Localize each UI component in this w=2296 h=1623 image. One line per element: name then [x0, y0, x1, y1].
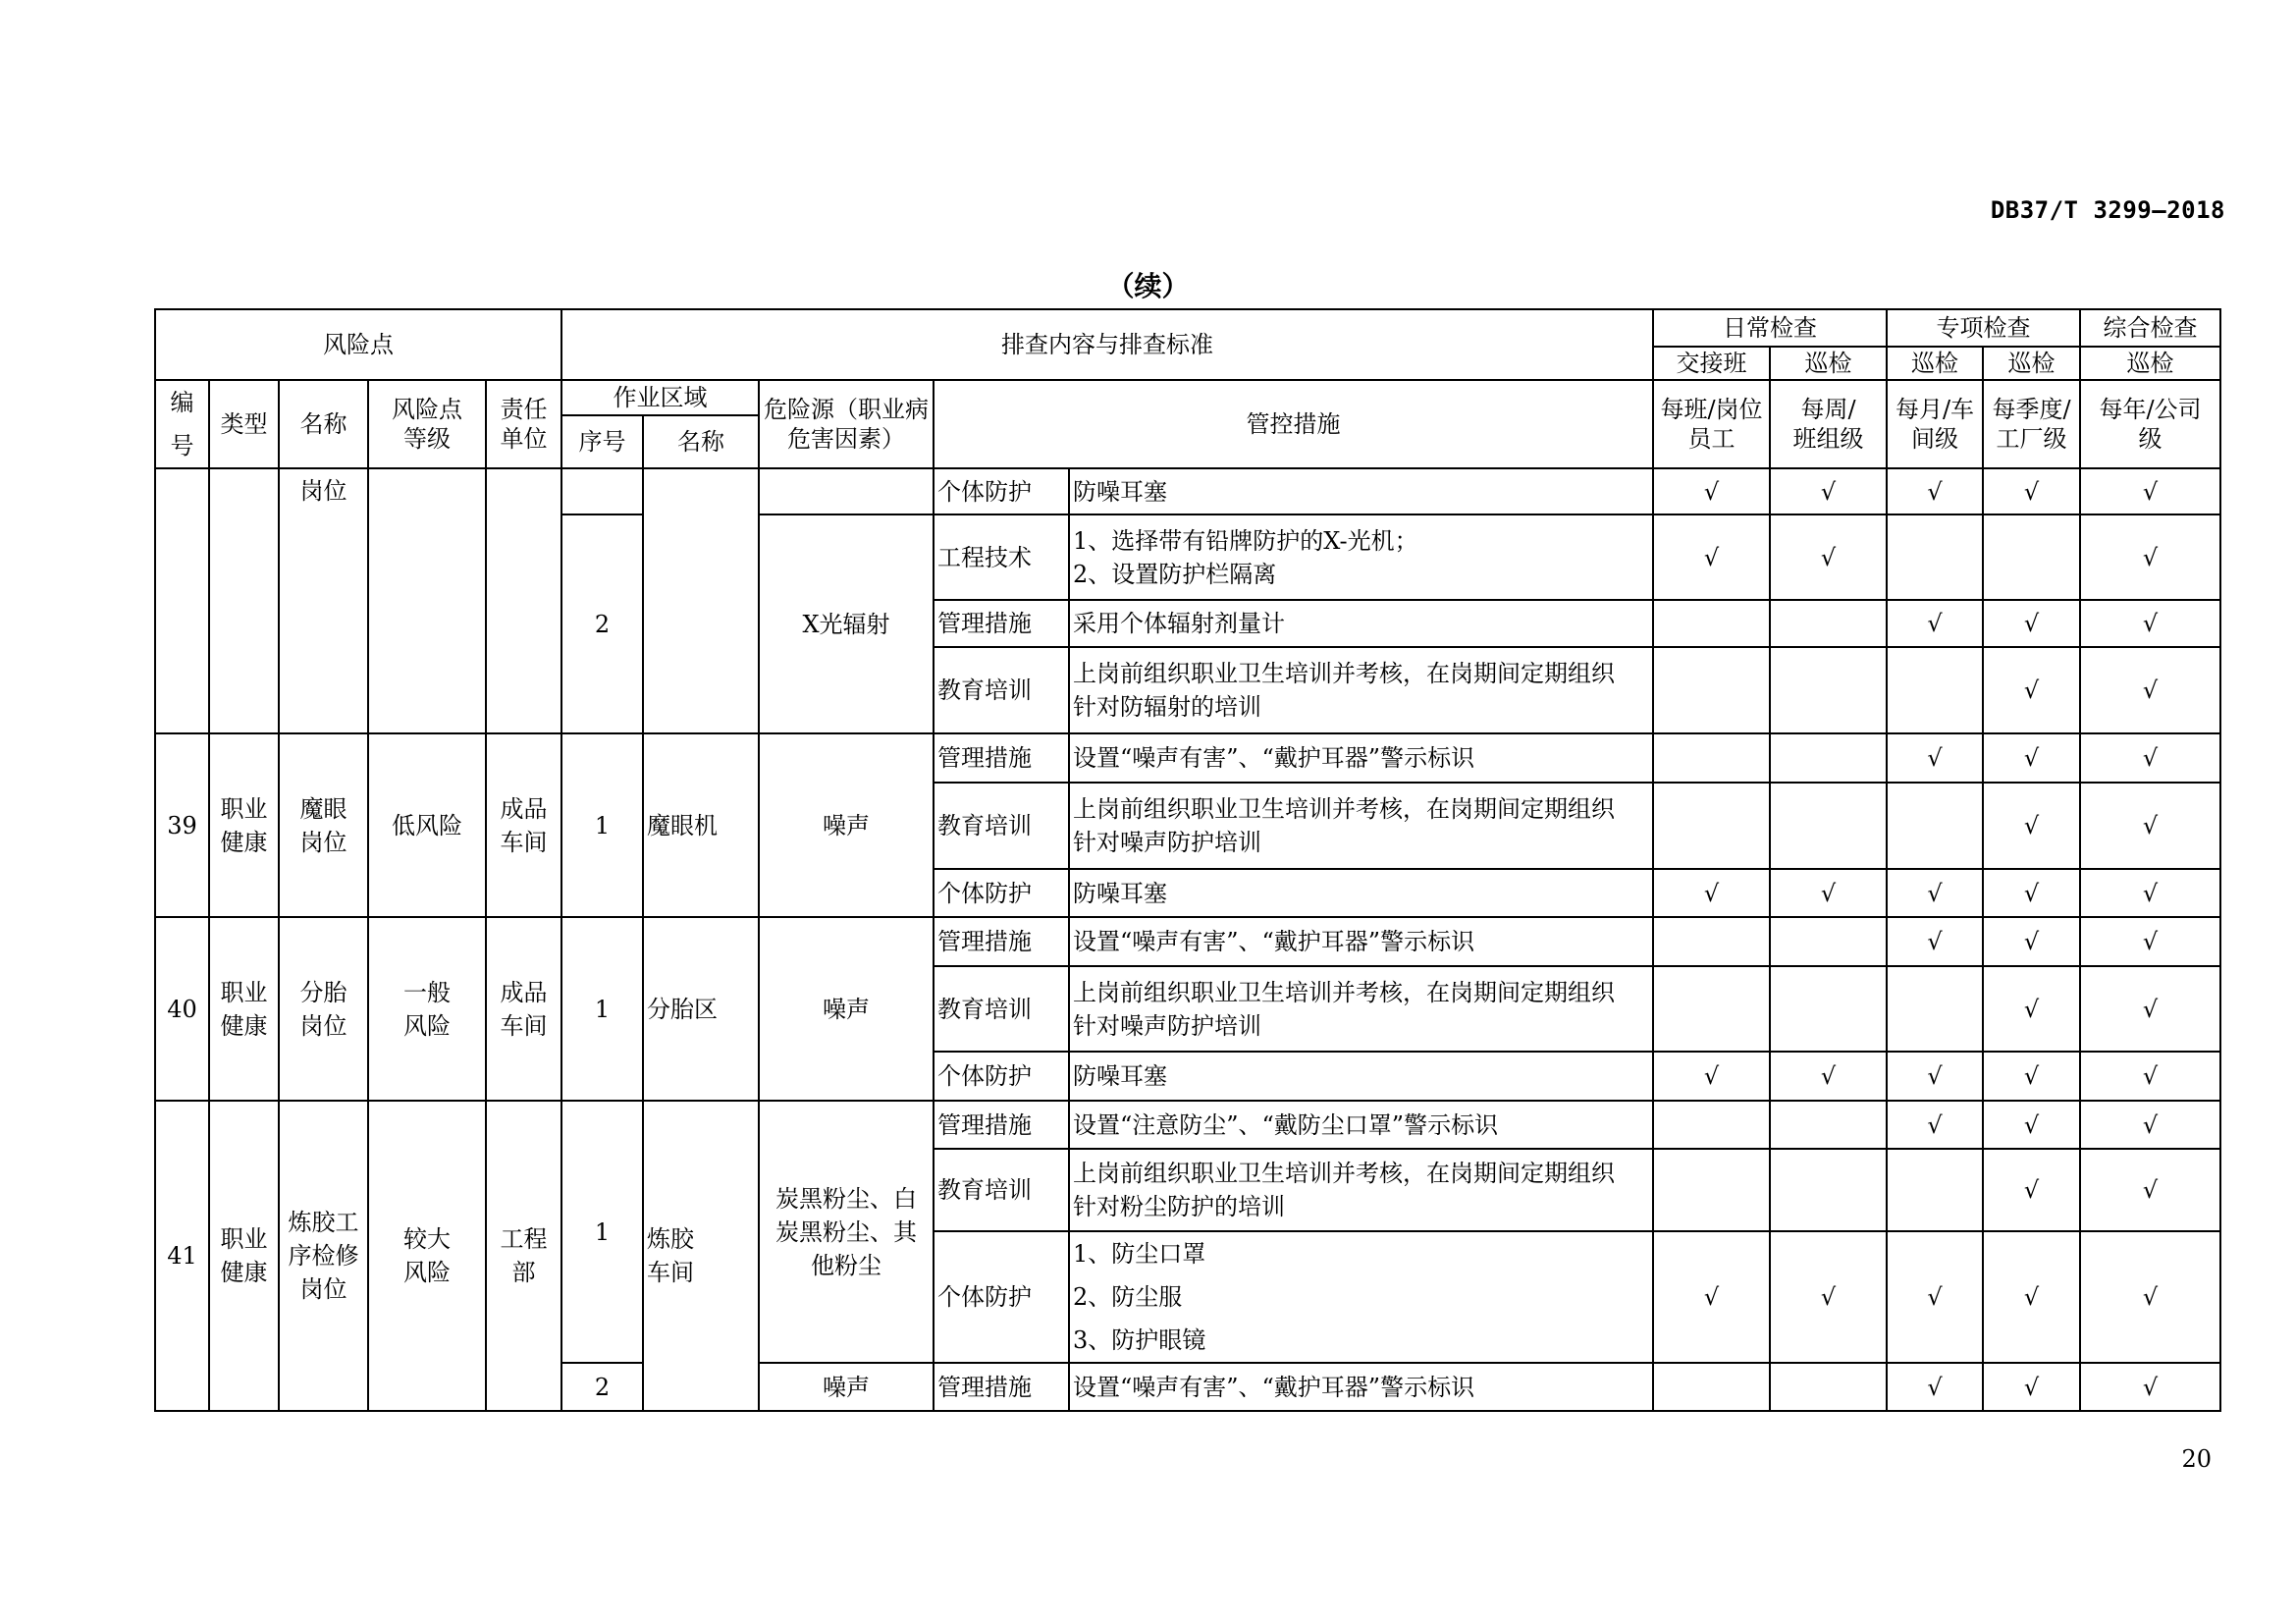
- unit-cell: 成品 车间: [486, 733, 561, 917]
- name-cell-cont: 岗位: [279, 468, 368, 733]
- empty-check-cell: [1770, 1363, 1887, 1411]
- measure-text-cell: 防噪耳塞: [1069, 1052, 1653, 1101]
- measure-type-cell: 个体防护: [934, 1231, 1069, 1363]
- empty-check-cell: [1887, 647, 1983, 733]
- check-mark: √: [1887, 869, 1983, 917]
- empty-check-cell: [1770, 783, 1887, 869]
- check-mark: √: [2080, 869, 2220, 917]
- risk-point-header: 风险点: [155, 309, 561, 380]
- seq-cell: 1: [561, 917, 643, 1101]
- empty-check-cell: [1770, 733, 1887, 783]
- seq-cell: 2: [561, 1363, 643, 1411]
- check-mark: √: [1983, 783, 2080, 869]
- empty-check-cell: [1653, 600, 1770, 647]
- unit-cell-cont: [486, 468, 561, 733]
- check-mark: √: [1983, 917, 2080, 966]
- type-header: 类型: [209, 380, 279, 468]
- freq-header-weekly: 每周/ 班组级: [1770, 380, 1887, 468]
- freq-header-monthly: 每月/车 间级: [1887, 380, 1983, 468]
- check-mark: √: [1887, 468, 1983, 514]
- check-mark: √: [2080, 1363, 2220, 1411]
- inspection-header-3: 巡检: [1983, 347, 2080, 380]
- measure-text-cell: 设置“注意防尘”、“戴防尘口罩”警示标识: [1069, 1101, 1653, 1149]
- area-name-header: 名称: [643, 415, 759, 468]
- hazard-cell: 炭黑粉尘、白 炭黑粉尘、其 他粉尘: [759, 1101, 934, 1363]
- check-mark: √: [2080, 647, 2220, 733]
- level-cell: 一般 风险: [368, 917, 486, 1101]
- seq-cell: 1: [561, 733, 643, 917]
- area-cell: 魔眼机: [643, 733, 759, 917]
- check-mark: √: [1770, 1052, 1887, 1101]
- check-mark: √: [1653, 1052, 1770, 1101]
- measure-type-cell: 个体防护: [934, 468, 1069, 514]
- check-mark: √: [2080, 733, 2220, 783]
- check-mark: √: [1653, 514, 1770, 600]
- check-content-header: 排查内容与排查标准: [561, 309, 1653, 380]
- hazard-cell: X光辐射: [759, 514, 934, 733]
- measure-text-cell: 上岗前组织职业卫生培训并考核，在岗期间定期组织 针对防辐射的培训: [1069, 647, 1653, 733]
- measure-type-cell: 管理措施: [934, 1101, 1069, 1149]
- work-area-header: 作业区域: [561, 380, 759, 415]
- continued-title: （续）: [1106, 270, 1190, 302]
- no-cell: 39: [155, 733, 209, 917]
- empty-check-cell: [1770, 966, 1887, 1052]
- check-mark: √: [2080, 1149, 2220, 1231]
- no-cell: 41: [155, 1101, 209, 1411]
- hazard-cell: 噪声: [759, 917, 934, 1101]
- check-mark: √: [2080, 966, 2220, 1052]
- check-mark: √: [1770, 468, 1887, 514]
- measure-type-cell: 教育培训: [934, 966, 1069, 1052]
- empty-check-cell: [1653, 966, 1770, 1052]
- measure-text-cell: 设置“噪声有害”、“戴护耳器”警示标识: [1069, 733, 1653, 783]
- table-row: [155, 733, 2220, 783]
- hazard-cell: 噪声: [759, 1363, 934, 1411]
- measure-type-cell: 个体防护: [934, 869, 1069, 917]
- check-mark: √: [1983, 600, 2080, 647]
- check-mark: √: [1983, 966, 2080, 1052]
- hazard-cell-cont: [759, 468, 934, 514]
- empty-check-cell: [1887, 514, 1983, 600]
- freq-header-yearly: 每年/公司 级: [2080, 380, 2220, 468]
- freq-header-shift: 每班/岗位 员工: [1653, 380, 1770, 468]
- measure-text-cell: 1、防尘口罩 2、防尘服 3、防护眼镜: [1069, 1231, 1653, 1363]
- empty-check-cell: [1770, 600, 1887, 647]
- check-mark: √: [2080, 1231, 2220, 1363]
- empty-check-cell: [1770, 917, 1887, 966]
- empty-check-cell: [1887, 783, 1983, 869]
- empty-check-cell: [1653, 917, 1770, 966]
- type-cell-cont: [209, 468, 279, 733]
- handover-header: 交接班: [1653, 347, 1770, 380]
- check-mark: √: [1653, 869, 1770, 917]
- header-row-3: [155, 380, 2220, 415]
- measure-type-cell: 管理措施: [934, 917, 1069, 966]
- measure-type-cell: 管理措施: [934, 733, 1069, 783]
- inspection-header-1: 巡检: [1770, 347, 1887, 380]
- check-mark: √: [1887, 1231, 1983, 1363]
- check-mark: √: [1887, 600, 1983, 647]
- check-mark: √: [1887, 1363, 1983, 1411]
- measure-text-cell: 上岗前组织职业卫生培训并考核，在岗期间定期组织 针对粉尘防护的培训: [1069, 1149, 1653, 1231]
- check-mark: √: [1653, 1231, 1770, 1363]
- empty-check-cell: [1653, 647, 1770, 733]
- empty-check-cell: [1887, 1149, 1983, 1231]
- risk-check-table: [154, 308, 2221, 1412]
- area-cell-cont: [643, 468, 759, 733]
- check-mark: √: [2080, 783, 2220, 869]
- measure-text-cell: 采用个体辐射剂量计: [1069, 600, 1653, 647]
- check-mark: √: [1887, 1101, 1983, 1149]
- inspection-header-4: 巡检: [2080, 347, 2220, 380]
- special-check-header: 专项检查: [1887, 309, 2080, 347]
- hazard-cell: 噪声: [759, 733, 934, 917]
- empty-check-cell: [1770, 1149, 1887, 1231]
- check-mark: √: [1983, 1149, 2080, 1231]
- check-mark: √: [2080, 600, 2220, 647]
- measure-text-cell: 设置“噪声有害”、“戴护耳器”警示标识: [1069, 1363, 1653, 1411]
- hazard-header: 危险源（职业病 危害因素）: [759, 380, 934, 468]
- area-cell: 分胎区: [643, 917, 759, 1101]
- check-mark: √: [1887, 733, 1983, 783]
- check-mark: √: [1770, 1231, 1887, 1363]
- name-cell: 魔眼 岗位: [279, 733, 368, 917]
- daily-check-header: 日常检查: [1653, 309, 1887, 347]
- check-mark: √: [1983, 1363, 2080, 1411]
- table-row: [155, 1101, 2220, 1149]
- seq-cell: 2: [561, 514, 643, 733]
- measure-type-cell: 个体防护: [934, 1052, 1069, 1101]
- measure-type-cell: 教育培训: [934, 647, 1069, 733]
- seq-header: 序号: [561, 415, 643, 468]
- seq-cell-cont: [561, 468, 643, 514]
- responsible-unit-header: 责任 单位: [486, 380, 561, 468]
- no-cell-cont: [155, 468, 209, 733]
- check-mark: √: [2080, 468, 2220, 514]
- check-mark: √: [1770, 514, 1887, 600]
- measure-type-cell: 管理措施: [934, 1363, 1069, 1411]
- check-mark: √: [1983, 733, 2080, 783]
- comprehensive-check-header: 综合检查: [2080, 309, 2220, 347]
- empty-check-cell: [1653, 783, 1770, 869]
- page-number: 20: [2181, 1445, 2212, 1473]
- level-cell: 低风险: [368, 733, 486, 917]
- no-cell: 40: [155, 917, 209, 1101]
- table-row: [155, 468, 2220, 514]
- measure-text-cell: 防噪耳塞: [1069, 468, 1653, 514]
- check-mark: √: [1887, 917, 1983, 966]
- table-row: [155, 917, 2220, 966]
- check-mark: √: [2080, 917, 2220, 966]
- risk-level-header: 风险点 等级: [368, 380, 486, 468]
- empty-check-cell: [1653, 1101, 1770, 1149]
- check-mark: √: [1770, 869, 1887, 917]
- unit-cell: 成品 车间: [486, 917, 561, 1101]
- control-measures-header: 管控措施: [934, 380, 1653, 468]
- empty-check-cell: [1983, 514, 2080, 600]
- check-mark: √: [2080, 514, 2220, 600]
- empty-check-cell: [1653, 1149, 1770, 1231]
- empty-check-cell: [1653, 733, 1770, 783]
- check-mark: √: [1983, 1101, 2080, 1149]
- freq-header-quarterly: 每季度/ 工厂级: [1983, 380, 2080, 468]
- check-mark: √: [1983, 647, 2080, 733]
- check-mark: √: [1653, 468, 1770, 514]
- check-mark: √: [1983, 869, 2080, 917]
- measure-type-cell: 教育培训: [934, 783, 1069, 869]
- measure-type-cell: 工程技术: [934, 514, 1069, 600]
- type-cell: 职业 健康: [209, 1101, 279, 1411]
- level-cell: 较大 风险: [368, 1101, 486, 1411]
- empty-check-cell: [1770, 647, 1887, 733]
- inspection-header-2: 巡检: [1887, 347, 1983, 380]
- level-cell-cont: [368, 468, 486, 733]
- check-mark: √: [1887, 1052, 1983, 1101]
- check-mark: √: [2080, 1101, 2220, 1149]
- empty-check-cell: [1887, 966, 1983, 1052]
- measure-text-cell: 1、选择带有铅牌防护的X-光机； 2、设置防护栏隔离: [1069, 514, 1653, 600]
- measure-text-cell: 设置“噪声有害”、“戴护耳器”警示标识: [1069, 917, 1653, 966]
- name-cell: 炼胶工 序检修 岗位: [279, 1101, 368, 1411]
- check-mark: √: [2080, 1052, 2220, 1101]
- measure-text-cell: 上岗前组织职业卫生培训并考核，在岗期间定期组织 针对噪声防护培训: [1069, 783, 1653, 869]
- unit-cell: 工程 部: [486, 1101, 561, 1411]
- name-header: 名称: [279, 380, 368, 468]
- measure-text-cell: 防噪耳塞: [1069, 869, 1653, 917]
- measure-type-cell: 教育培训: [934, 1149, 1069, 1231]
- measure-type-cell: 管理措施: [934, 600, 1069, 647]
- area-cell: 炼胶 车间: [643, 1101, 759, 1411]
- no-header: 编号: [155, 380, 209, 468]
- seq-cell: 1: [561, 1101, 643, 1363]
- empty-check-cell: [1653, 1363, 1770, 1411]
- measure-text-cell: 上岗前组织职业卫生培训并考核，在岗期间定期组织 针对噪声防护培训: [1069, 966, 1653, 1052]
- check-mark: √: [1983, 1052, 2080, 1101]
- type-cell: 职业 健康: [209, 917, 279, 1101]
- name-cell: 分胎 岗位: [279, 917, 368, 1101]
- check-mark: √: [1983, 1231, 2080, 1363]
- check-mark: √: [1983, 468, 2080, 514]
- empty-check-cell: [1770, 1101, 1887, 1149]
- standard-code: DB37/T 3299—2018: [1990, 196, 2225, 224]
- type-cell: 职业 健康: [209, 733, 279, 917]
- header-row-1: [155, 309, 2220, 347]
